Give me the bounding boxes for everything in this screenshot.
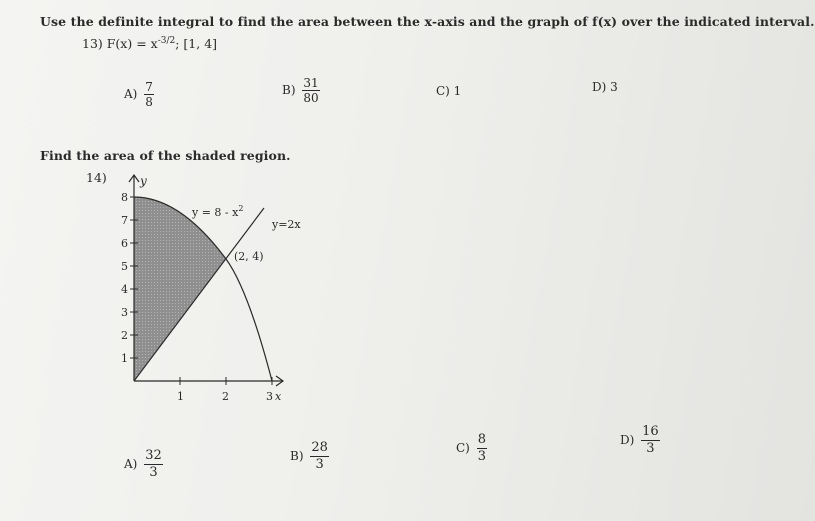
q14-instruction: Find the area of the shaded region.	[40, 148, 291, 163]
y-axis-label: y	[140, 174, 147, 188]
q13-option-a-denominator: 8	[145, 95, 153, 109]
q13-option-a-label: A)	[124, 87, 138, 101]
q14-option-a	[124, 448, 163, 481]
q14-option-c-fraction	[477, 432, 487, 465]
curve-label	[191, 204, 243, 219]
y-tick-7: 7	[121, 214, 128, 227]
curve-label-exponent: 2	[238, 204, 244, 213]
y-tick-2: 2	[121, 329, 128, 342]
q13-instruction: Use the definite integral to find the area between the x-axis and the graph of f(x) over the indicated interval.	[40, 14, 815, 29]
intersection-label: (2, 4)	[234, 250, 264, 263]
shaded-region	[134, 197, 226, 381]
q14-option-c-denominator: 3	[477, 449, 486, 464]
q14-option-d-numerator: 16	[642, 424, 659, 439]
q13-option-a-numerator: 7	[145, 80, 153, 94]
x-tick-2: 2	[222, 390, 229, 403]
q13-interval: ; [1, 4]	[175, 36, 218, 51]
q13-exponent: -3/2	[157, 36, 176, 46]
q14-option-b-denominator: 3	[315, 457, 324, 472]
q14-option-a-numerator: 32	[145, 448, 162, 463]
q14-option-a-fraction	[144, 448, 163, 481]
q13-option-a	[124, 80, 154, 109]
q14-option-c-numerator: 8	[477, 432, 486, 447]
q14-graph	[100, 168, 315, 408]
q14-option-a-denominator: 3	[149, 465, 158, 480]
q14-option-d-fraction	[641, 424, 660, 457]
curve-label-base: y = 8 - x	[192, 206, 239, 219]
x-tick-3: 3	[266, 390, 273, 403]
q14-option-b-label: B)	[290, 449, 304, 463]
q13-option-a-fraction	[144, 80, 154, 109]
q13-option-d: D) 3	[592, 80, 618, 94]
q13-option-b-label: B)	[282, 83, 296, 97]
q14-option-c	[456, 432, 487, 465]
x-tick-1: 1	[177, 390, 184, 403]
q14-number: 14)	[86, 170, 107, 185]
q13-function	[82, 36, 217, 51]
q14-option-c-label: C)	[456, 441, 470, 455]
q14-option-b-numerator: 28	[311, 440, 328, 455]
q14-option-d-label: D)	[620, 433, 635, 447]
y-tick-3: 3	[121, 306, 128, 319]
q14-option-b	[290, 440, 329, 473]
q14-option-d	[620, 424, 660, 457]
line-label: y=2x	[272, 218, 301, 231]
q14-option-d-denominator: 3	[646, 441, 655, 456]
y-tick-1: 1	[121, 352, 128, 365]
y-tick-4: 4	[121, 283, 128, 296]
q13-option-c: C) 1	[436, 84, 462, 98]
q13-option-b-denominator: 80	[303, 91, 319, 105]
x-axis-label: x	[275, 390, 282, 403]
y-tick-6: 6	[121, 237, 128, 250]
q14-option-b-fraction	[310, 440, 329, 473]
q13-function-prefix: 13) F(x) = x	[82, 36, 158, 51]
y-tick-5: 5	[121, 260, 128, 273]
q13-option-b-fraction	[302, 76, 319, 105]
q14-option-a-label: A)	[124, 457, 138, 471]
q13-option-b-numerator: 31	[303, 76, 319, 90]
y-tick-8: 8	[121, 191, 128, 204]
q13-option-b	[282, 76, 320, 105]
